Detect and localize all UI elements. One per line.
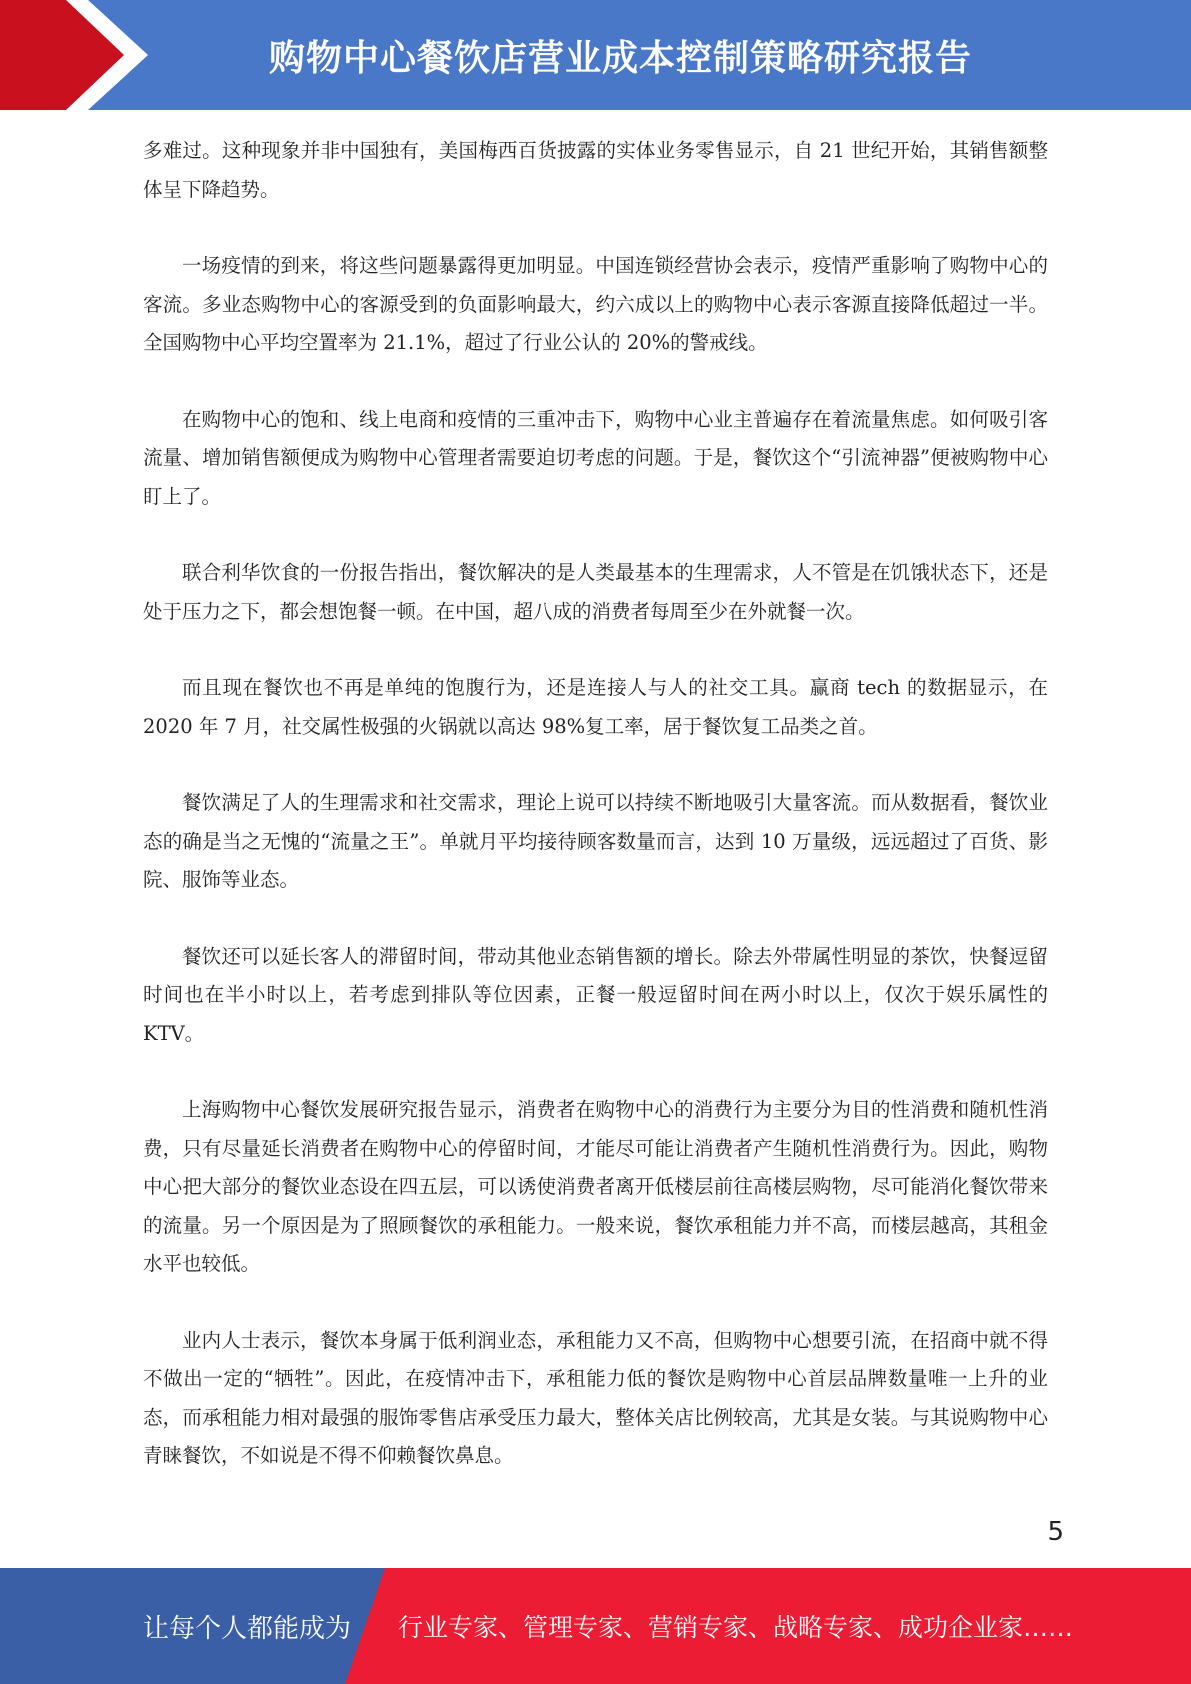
paragraph: 上海购物中心餐饮发展研究报告显示，消费者在购物中心的消费行为主要分为目的性消费和随机性消费，只有尽量延长消费者在购物中心的停留时间，才能尽可能让消费者产生随机性消费行为。因此，购物中心把大部分的餐饮业态设在四五层，可以诱使消费者离开低楼层前往高楼层购物，尽可能消化餐饮带来的流量。另一个原因是为了照顾餐饮的承租能力。一般来说，餐饮承租能力并不高，而楼层越高，其租金水平也较低。 — [143, 1098, 1048, 1275]
page-title: 购物中心餐饮店营业成本控制策略研究报告 — [268, 37, 972, 79]
page-header — [0, 0, 1191, 110]
footer-slogan-left: 让每个人都能成为 — [143, 1613, 352, 1644]
page-number: 5 — [1047, 1517, 1064, 1547]
paragraph: 餐饮还可以延长客人的滞留时间，带动其他业态销售额的增长。除去外带属性明显的茶饮，快餐逗留时间也在半小时以上，若考虑到排队等位因素，正餐一般逗留时间在两小时以上，仅次于娱乐属性的 KTV。 — [143, 944, 1048, 1045]
paragraph: 多难过。这种现象并非中国独有，美国梅西百货披露的实体业务零售显示，自 21 世纪开始，其销售额整体呈下降趋势。 — [143, 139, 1048, 201]
paragraph: 联合利华饮食的一份报告指出，餐饮解决的是人类最基本的生理需求，人不管是在饥饿状态下，还是处于压力之下，都会想饱餐一顿。在中国，超八成的消费者每周至少在外就餐一次。 — [143, 561, 1048, 623]
paragraph: 一场疫情的到来，将这些问题暴露得更加明显。中国连锁经营协会表示，疫情严重影响了购物中心的客流。多业态购物中心的客源受到的负面影响最大，约六成以上的购物中心表示客源直接降低超过一半。全国购物中心平均空置率为 21.1%，超过了行业公认的 20%的警戒线。 — [143, 254, 1048, 354]
paragraph: 业内人士表示，餐饮本身属于低利润业态，承租能力又不高，但购物中心想要引流，在招商中就不得不做出一定的“牺牲”。因此，在疫情冲击下，承租能力低的餐饮是购物中心首层品牌数量唯一上升的业态，而承租能力相对最强的服饰零售店承受压力最大，整体关店比例较高，尤其是女装。与其说购物中心青睐餐饮，不如说是不得不仰赖餐饮鼻息。 — [143, 1328, 1048, 1467]
footer-slogan-right: 行业专家、管理专家、营销专家、战略专家、成功企业家…… — [398, 1613, 1074, 1642]
paragraph: 在购物中心的饱和、线上电商和疫情的三重冲击下，购物中心业主普遍存在着流量焦虑。如何吸引客流量、增加销售额便成为购物中心管理者需要迫切考虑的问题。于是，餐饮这个“引流神器”便被购物中心盯上了。 — [143, 407, 1048, 508]
paragraph: 餐饮满足了人的生理需求和社交需求，理论上说可以持续不断地吸引大量客流。而从数据看，餐饮业态的确是当之无愧的“流量之王”。单就月平均接待顾客数量而言，达到 10 万量级，远远超过了百货、影院、服饰等业态。 — [143, 791, 1048, 891]
paragraph: 而且现在餐饮也不再是单纯的饱腹行为，还是连接人与人的社交工具。赢商 tech 的数据显示，在 2020 年 7 月，社交属性极强的火锅就以高达 98%复工率，居于餐饮复工品类之首。 — [143, 676, 1048, 738]
body-text — [143, 132, 1048, 1514]
page-footer — [0, 1568, 1191, 1684]
